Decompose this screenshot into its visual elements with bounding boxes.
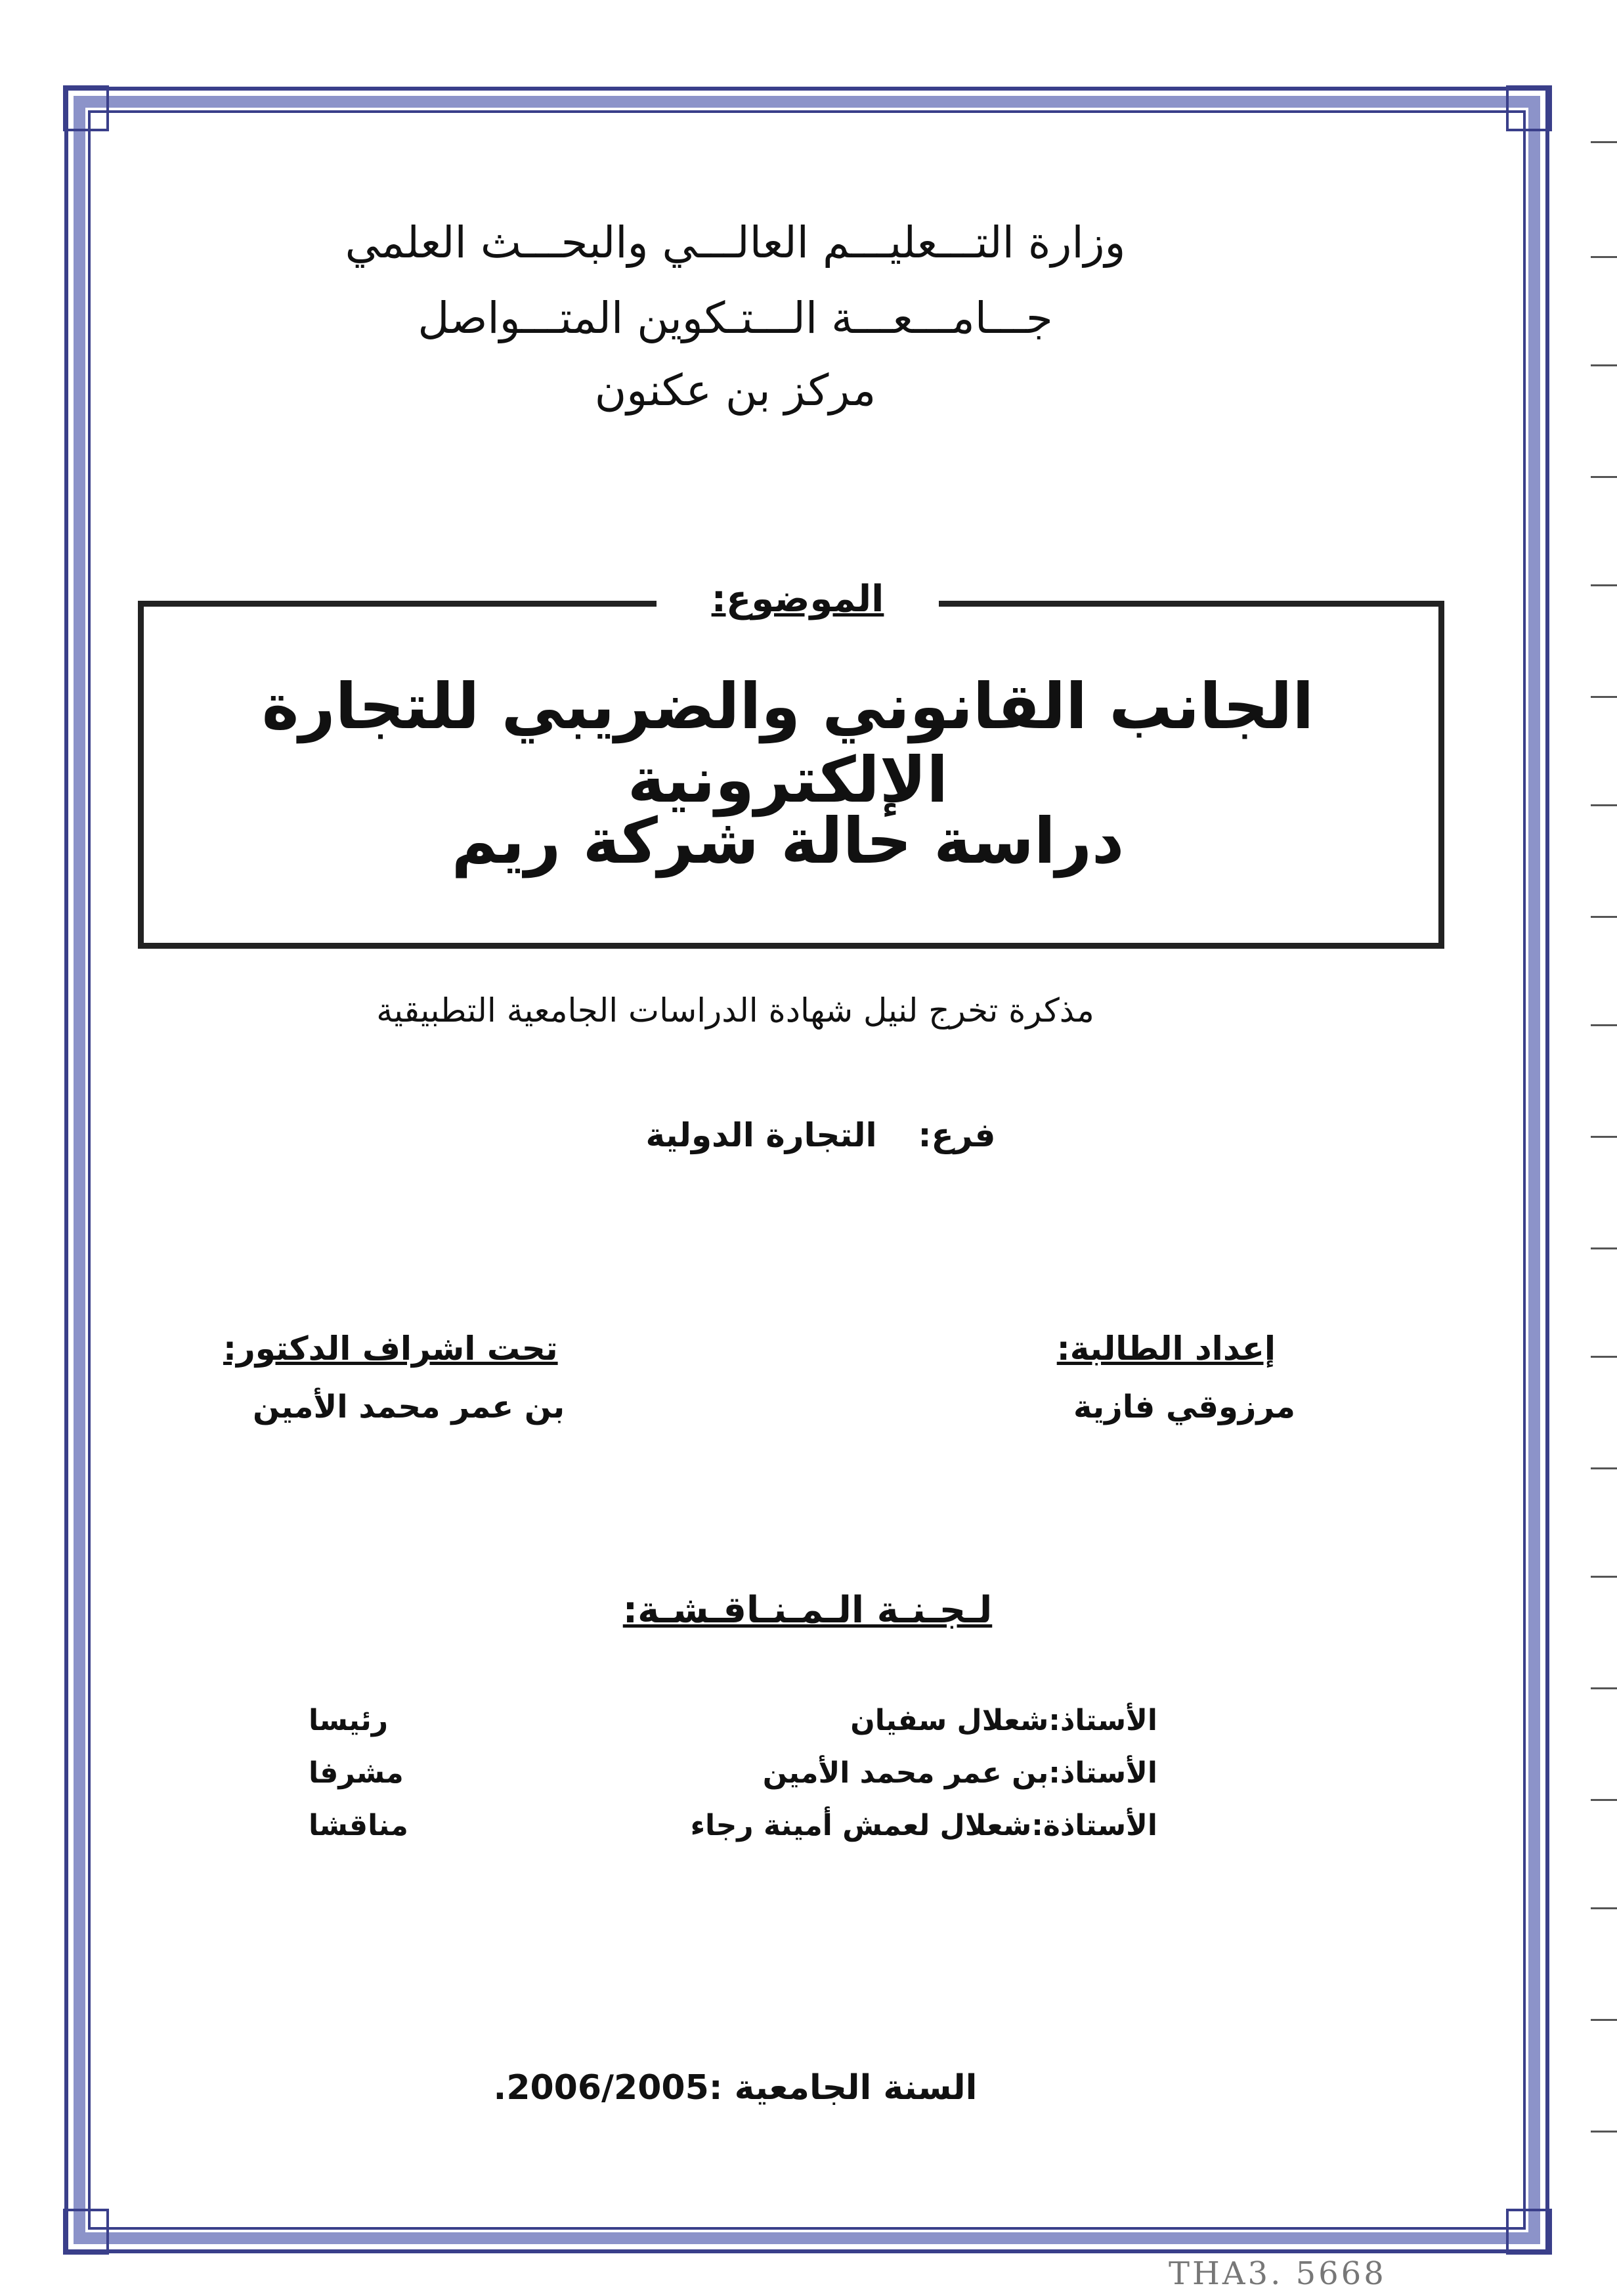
committee-member-name: الأستاذ:شعلال سفيان <box>850 1704 1157 1737</box>
thesis-title: الجانب القانوني والضريبي للتجارة الإلكترونية <box>261 670 1314 817</box>
branch-value: التجارة الدولية <box>645 1116 877 1154</box>
thesis-subtitle: دراسة حالة شركة ريم <box>451 804 1125 878</box>
supervisor-label-text: تحت اشراف الدكتور: <box>223 1330 558 1368</box>
subject-label: الموضوع: <box>711 578 884 620</box>
university-name: جـــامـــعـــة الـــتـكوين المتـــواصل <box>418 293 1053 343</box>
margin-tick <box>1591 1356 1617 1358</box>
academic-year: السنة الجامعية :2006/2005. <box>493 2068 978 2108</box>
margin-tick <box>1591 804 1617 806</box>
frame-corner-bottom-right <box>1506 2209 1552 2255</box>
archive-stamp: THA3. 5668 <box>1169 2255 1387 2292</box>
committee-member-row <box>632 1809 1157 1842</box>
margin-tick <box>1591 696 1617 698</box>
ministry-name: وزارة التـــعليـــم العالـــي والبحـــث العلمي <box>345 217 1126 268</box>
margin-tick <box>1591 1247 1617 1249</box>
committee-member-role: مناقشا <box>309 1809 408 1842</box>
margin-tick <box>1591 2019 1617 2021</box>
student-label <box>1057 1330 1276 1368</box>
frame-corner-bottom-left <box>63 2209 109 2255</box>
margin-tick <box>1591 256 1617 258</box>
margin-tick <box>1591 584 1617 586</box>
margin-tick <box>1591 916 1617 918</box>
committee-member-role: رئيسا <box>309 1704 389 1737</box>
margin-tick <box>1591 1907 1617 1909</box>
margin-tick <box>1591 1467 1617 1469</box>
student-label-text: إعداد الطالبة: <box>1056 1330 1276 1368</box>
committee-member-name: الأستاذة:شعلال لعمش أمينة رجاء <box>690 1809 1157 1842</box>
committee-title-text: لـجـنـة الـمـنـاقـشـة: <box>622 1589 993 1632</box>
branch-label: فرع: <box>918 1116 996 1154</box>
margin-tick <box>1591 1799 1617 1801</box>
page-border-inner <box>88 110 1526 2230</box>
supervisor-label <box>223 1330 558 1368</box>
thesis-note: مذكرة تخرج لنيل شهادة الدراسات الجامعية التطبيقية <box>376 991 1094 1029</box>
committee-member-role: مشرفا <box>309 1756 404 1790</box>
center-name: مركز بن عكنون <box>594 365 876 416</box>
frame-corner-top-left <box>63 85 109 131</box>
margin-tick <box>1591 141 1617 143</box>
margin-tick <box>1591 1024 1617 1026</box>
committee-member-name: الأستاذ:بن عمر محمد الأمين <box>762 1756 1157 1790</box>
margin-tick <box>1591 2131 1617 2133</box>
student-name: مرزوقي فازية <box>1073 1389 1295 1425</box>
margin-tick <box>1591 1136 1617 1138</box>
committee-member-row <box>632 1704 1157 1737</box>
margin-tick <box>1591 364 1617 366</box>
supervisor-name: بن عمر محمد الأمين <box>253 1389 565 1425</box>
margin-tick <box>1591 476 1617 478</box>
margin-tick <box>1591 1687 1617 1689</box>
branch-line <box>591 1116 1050 1154</box>
margin-tick <box>1591 1576 1617 1578</box>
committee-title <box>591 1589 1024 1632</box>
committee-member-row <box>632 1756 1157 1790</box>
frame-corner-top-right <box>1506 85 1552 131</box>
